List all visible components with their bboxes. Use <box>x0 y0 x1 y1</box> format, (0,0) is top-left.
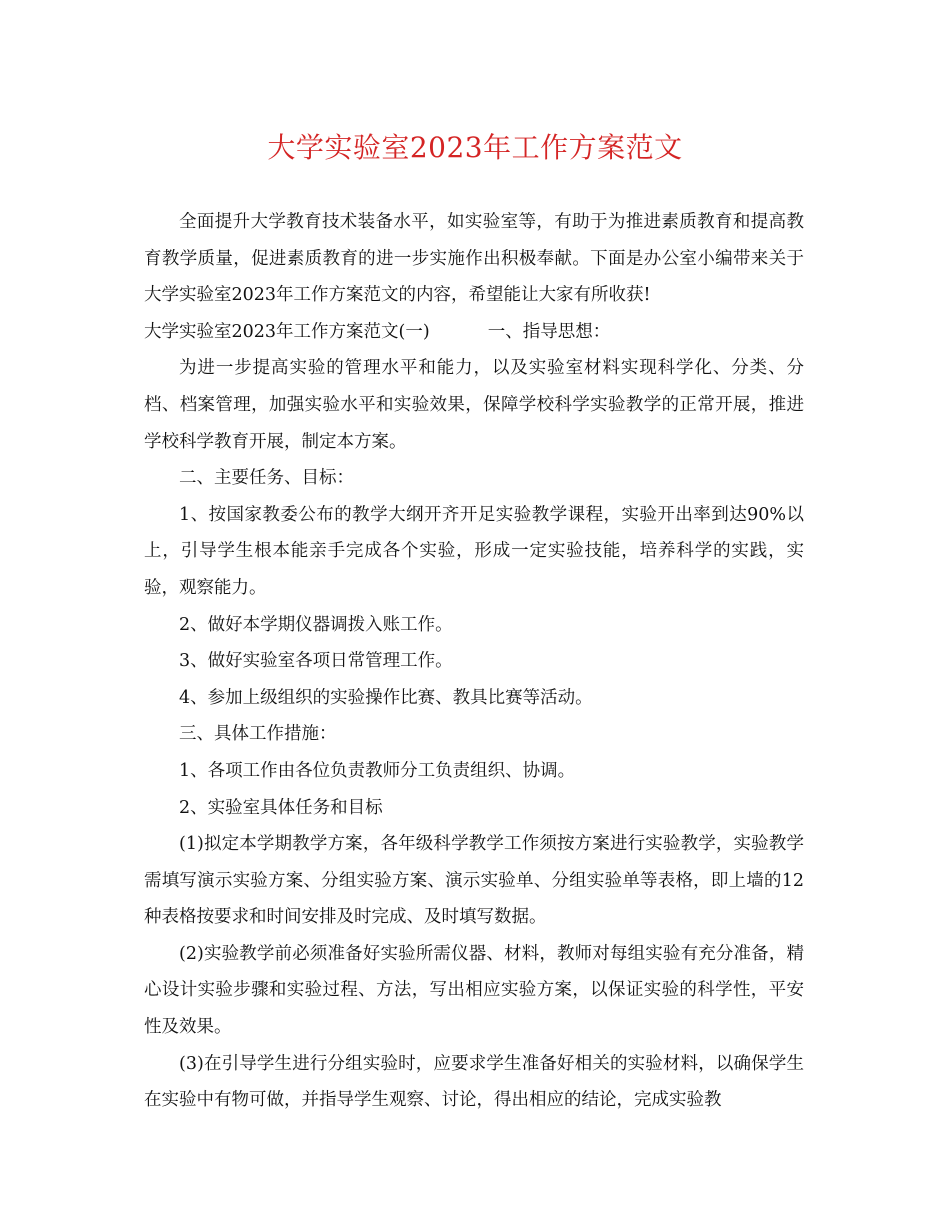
heading-main-tasks: 二、主要任务、目标： <box>179 468 354 489</box>
document-title: 大学实验室2023年工作方案范文 <box>267 131 683 164</box>
sub-item: (2)实验教学前必须准备好实验所需仪器、材料，教师对每组实验有充分准备，精心设计实验步骤和实验过程、方法，写出相应实验方案，以保证实验的科学性，平安性及效果。 <box>144 943 804 1038</box>
task-item: 2、做好本学期仪器调拨入账工作。 <box>179 614 453 635</box>
task-item: 1、按国家教委公布的教学大纲开齐开足实验教学课程，实验开出率到达90%以上，引导学生根本能亲手完成各个实验，形成一定实验技能，培养科学的实践，实验，观察能力。 <box>144 504 804 598</box>
heading-measures: 三、具体工作措施： <box>179 724 337 745</box>
task-item: 3、做好实验室各项日常管理工作。 <box>179 651 453 672</box>
section-heading: 大学实验室2023年工作方案范文(一) <box>144 321 430 342</box>
section-heading-line <box>144 314 804 351</box>
task-item: 4、参加上级组织的实验操作比赛、教具比赛等活动。 <box>179 687 593 708</box>
guiding-paragraph: 为进一步提高实验的管理水平和能力，以及实验室材料实现科学化、分类、分档、档案管理，加强实验水平和实验效果，保障学校科学实验教学的正常开展，推进学校科学教育开展，制定本方案。 <box>144 358 804 452</box>
document-body <box>144 204 804 1119</box>
measure-item: 2、实验室具体任务和目标 <box>179 797 383 818</box>
measure-item: 1、各项工作由各位负责教师分工负责组织、协调。 <box>179 760 576 781</box>
intro-paragraph: 全面提升大学教育技术装备水平，如实验室等，有助于为推进素质教育和提高教育教学质量，促进素质教育的进一步实施作出积极奉献。下面是办公室小编带来关于大学实验室2023年工作方案范文的内容，希望能让大家有所收获! <box>144 212 804 306</box>
heading-guiding-thought: 一、指导思想： <box>487 321 611 342</box>
sub-item: (1)拟定本学期教学方案，各年级科学教学工作须按方案进行实验教学，实验教学需填写演示实验方案、分组实验方案、演示实验单、分组实验单等表格，即上墙的12种表格按要求和时间安排及时完成、及时填写数据。 <box>144 834 804 928</box>
sub-item: (3)在引导学生进行分组实验时，应要求学生准备好相关的实验材料，以确保学生在实验中有物可做，并指导学生观察、讨论，得出相应的结论，完成实验教 <box>144 1053 804 1111</box>
